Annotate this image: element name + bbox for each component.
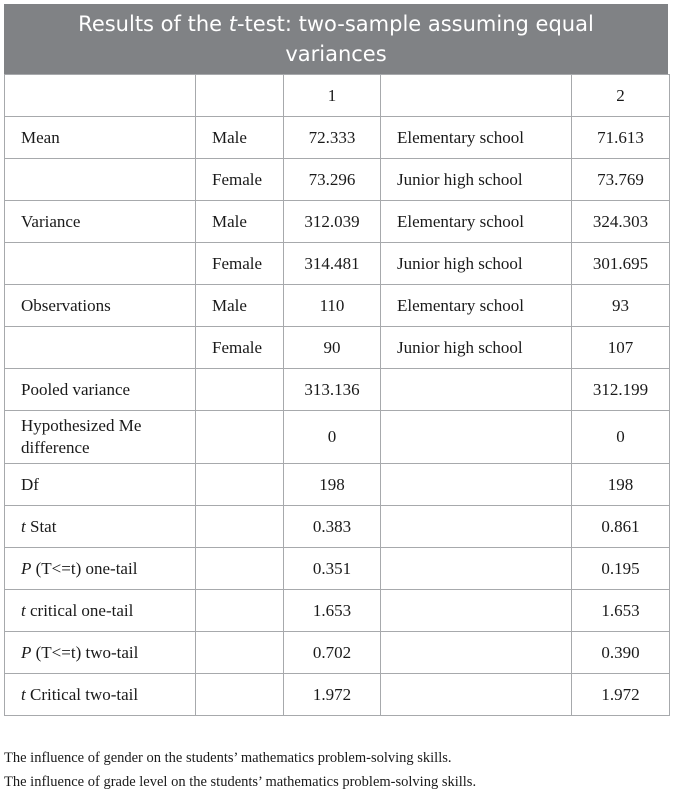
table-row: [5, 327, 670, 369]
row-value-2: 301.695: [572, 243, 670, 285]
title-italic: t: [228, 12, 237, 36]
row-group1: [196, 674, 284, 716]
row-value-1: 0.351: [284, 548, 381, 590]
header-col-2: 2: [572, 75, 670, 117]
table-row: [5, 369, 670, 411]
table-row: [5, 159, 670, 201]
row-label-rest: Stat: [25, 516, 57, 536]
row-label: [5, 548, 196, 590]
row-value-1: 0: [284, 411, 381, 464]
row-value-2: 324.303: [572, 201, 670, 243]
row-label-italic: t: [21, 684, 26, 704]
row-label-rest: critical one-tail: [25, 600, 134, 620]
row-value-2: 0: [572, 411, 670, 464]
title-prefix: Results of the: [78, 12, 229, 36]
row-label: [5, 327, 196, 369]
header-cell-label: [5, 75, 196, 117]
row-value-2: 73.769: [572, 159, 670, 201]
row-label: [5, 674, 196, 716]
header-row: [5, 75, 670, 117]
row-group1: Female: [196, 243, 284, 285]
row-value-1: 314.481: [284, 243, 381, 285]
row-label: [5, 159, 196, 201]
row-value-2: 1.972: [572, 674, 670, 716]
row-group1: [196, 506, 284, 548]
row-value-2: 1.653: [572, 590, 670, 632]
row-label: [5, 590, 196, 632]
table-row: [5, 506, 670, 548]
row-label-rest: Critical two-tail: [25, 684, 139, 704]
row-value-2: 0.390: [572, 632, 670, 674]
row-label: Mean: [5, 117, 196, 159]
row-label: Hypothesized Me difference: [5, 411, 196, 464]
row-value-1: 312.039: [284, 201, 381, 243]
table-title-text: [44, 9, 628, 69]
row-group1: [196, 411, 284, 464]
table-title: [4, 4, 668, 74]
row-group2: Junior high school: [381, 159, 572, 201]
row-value-1: 110: [284, 285, 381, 327]
row-group2: Junior high school: [381, 327, 572, 369]
row-label: [5, 243, 196, 285]
row-value-2: 198: [572, 464, 670, 506]
row-label-rest: (T<=t) one-tail: [31, 558, 138, 578]
header-col-1: 1: [284, 75, 381, 117]
table-row: [5, 117, 670, 159]
row-group2: Junior high school: [381, 243, 572, 285]
row-label-italic: P: [21, 558, 32, 578]
table-row: [5, 411, 670, 464]
row-value-1: 0.383: [284, 506, 381, 548]
footnotes: [4, 746, 669, 794]
row-group2: [381, 674, 572, 716]
table-row: [5, 590, 670, 632]
footnote-1: The influence of gender on the students’ mathematics problem-solving skills.: [4, 750, 452, 766]
row-group2: [381, 590, 572, 632]
row-group2: Elementary school: [381, 201, 572, 243]
row-label: Observations: [5, 285, 196, 327]
row-value-2: 312.199: [572, 369, 670, 411]
row-value-1: 0.702: [284, 632, 381, 674]
row-group2: [381, 506, 572, 548]
row-value-1: 90: [284, 327, 381, 369]
row-group2: [381, 464, 572, 506]
row-label: Pooled variance: [5, 369, 196, 411]
row-label: [5, 506, 196, 548]
row-value-1: 198: [284, 464, 381, 506]
row-value-2: 0.861: [572, 506, 670, 548]
row-group1: Female: [196, 159, 284, 201]
row-group2: Elementary school: [381, 285, 572, 327]
title-suffix: -test: two-sample assuming equal variances: [236, 12, 594, 66]
row-value-1: 313.136: [284, 369, 381, 411]
table-row: [5, 201, 670, 243]
row-value-2: 93: [572, 285, 670, 327]
row-group2: [381, 369, 572, 411]
row-group1: [196, 590, 284, 632]
row-label-italic: P: [21, 642, 32, 662]
row-group1: Female: [196, 327, 284, 369]
row-value-1: 1.653: [284, 590, 381, 632]
table-row: [5, 548, 670, 590]
row-label: Df: [5, 464, 196, 506]
table-row: [5, 632, 670, 674]
row-group2: [381, 411, 572, 464]
table-row: [5, 285, 670, 327]
row-label-italic: t: [21, 600, 26, 620]
row-group2: Elementary school: [381, 117, 572, 159]
row-label: [5, 632, 196, 674]
footnote-2: The influence of grade level on the students’ mathematics problem-solving skills.: [4, 774, 477, 790]
row-value-1: 73.296: [284, 159, 381, 201]
row-group1: Male: [196, 117, 284, 159]
row-group2: [381, 632, 572, 674]
results-table: [4, 74, 670, 716]
table-row: [5, 464, 670, 506]
row-value-2: 107: [572, 327, 670, 369]
row-group1: [196, 548, 284, 590]
row-group1: Male: [196, 285, 284, 327]
row-label: Variance: [5, 201, 196, 243]
header-cell-group2: [381, 75, 572, 117]
row-value-2: 71.613: [572, 117, 670, 159]
row-group1: Male: [196, 201, 284, 243]
row-value-2: 0.195: [572, 548, 670, 590]
row-group1: [196, 632, 284, 674]
row-value-1: 1.972: [284, 674, 381, 716]
row-group1: [196, 464, 284, 506]
row-group1: [196, 369, 284, 411]
row-value-1: 72.333: [284, 117, 381, 159]
header-cell-group1: [196, 75, 284, 117]
table-row: [5, 674, 670, 716]
row-label-rest: (T<=t) two-tail: [31, 642, 139, 662]
row-label-italic: t: [21, 516, 26, 536]
table-row: [5, 243, 670, 285]
row-group2: [381, 548, 572, 590]
